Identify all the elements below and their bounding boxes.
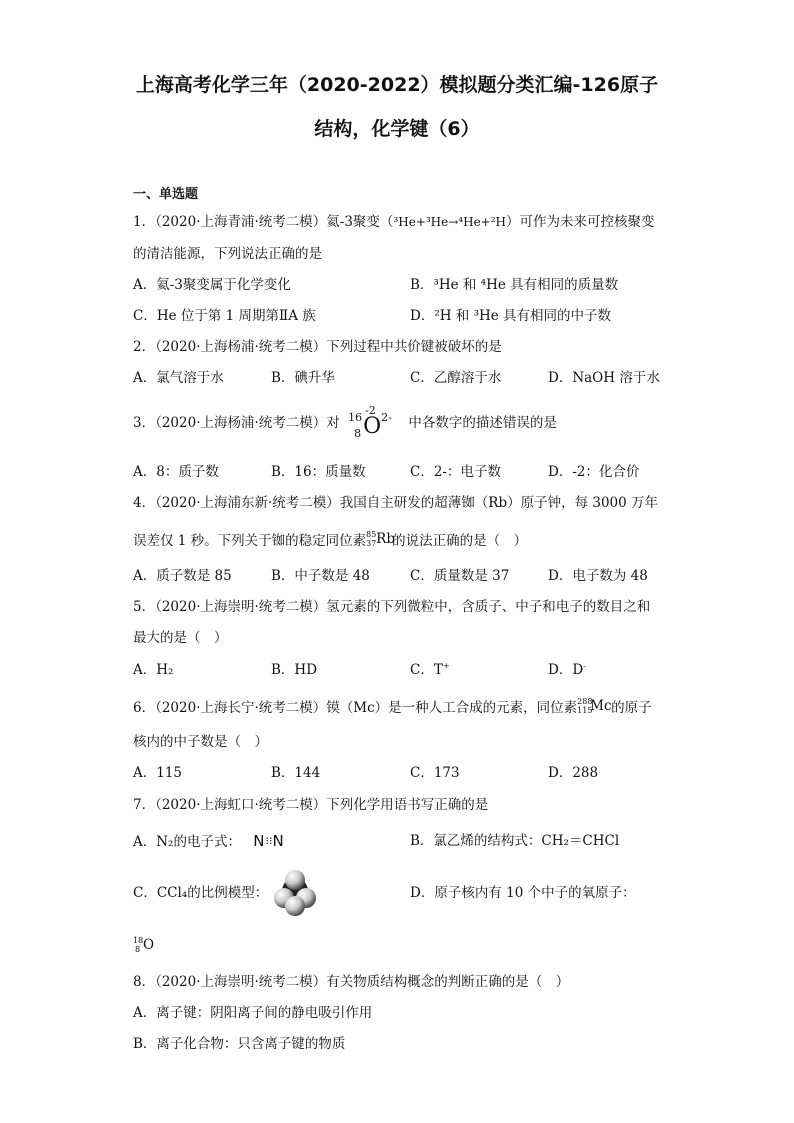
q1-stem-prefix: 1．（2020·上海青浦·统考二模）氦-3聚变（ bbox=[133, 214, 394, 230]
q6-stem-suffix: 的原子 bbox=[611, 700, 652, 716]
q6-atomic-number: 115 bbox=[577, 706, 593, 715]
q1-option-d: D．²H 和 ³He 具有相同的中子数 bbox=[410, 308, 612, 324]
q6-stem-prefix: 6．（2020·上海长宁·统考二模）镆（Mc）是一种人工合成的元素，同位素 bbox=[133, 700, 578, 716]
q3-option-a: A．8：质子数 bbox=[133, 464, 219, 480]
q6-option-b: B．144 bbox=[271, 765, 321, 781]
question-1-stem bbox=[133, 213, 655, 231]
q3-valence: -2 bbox=[365, 403, 376, 417]
q4-option-d: D．电子数为 48 bbox=[548, 568, 648, 584]
q2-option-c: C．乙醇溶于水 bbox=[410, 370, 502, 386]
q8-option-a: A．离子键：阴阳离子间的静电吸引作用 bbox=[133, 1005, 373, 1021]
q3-mass-number: 16 bbox=[348, 410, 363, 424]
q6-option-d: D．288 bbox=[548, 765, 599, 781]
q4-mass-number: 85 bbox=[366, 530, 377, 539]
q7-option-a-text: A．N₂的电子式： bbox=[133, 834, 241, 850]
q6-element-symbol: Mc bbox=[590, 698, 612, 714]
question-4-stem: 4．（2020·上海浦东新·统考二模）我国自主研发的超薄铷（Rb）原子钟，每 3000 万年 bbox=[133, 495, 659, 511]
oxide-ion-notation bbox=[348, 403, 400, 441]
q4-option-b: B．中子数是 48 bbox=[271, 568, 370, 584]
nitrogen-atom-right: N bbox=[272, 832, 285, 850]
q5-option-a: A．H₂ bbox=[133, 662, 174, 678]
q1-option-b: B．³He 和 ⁴He 具有相同的质量数 bbox=[410, 277, 619, 293]
section-heading: 一、单选题 bbox=[133, 187, 199, 202]
question-1-stem-line-2: 的清洁能源，下列说法正确的是 bbox=[133, 246, 322, 262]
q7-d-atomic-number: 8 bbox=[135, 944, 141, 954]
question-6-stem bbox=[133, 697, 652, 717]
q5-option-d bbox=[548, 661, 586, 679]
moscovium-isotope-notation bbox=[577, 697, 611, 715]
q7-option-d-notation bbox=[133, 935, 155, 954]
question-2-stem: 2．（2020·上海杨浦·统考二模）下列过程中共价键被破坏的是 bbox=[133, 339, 502, 355]
q4-stem-prefix: 误差仅 1 秒。下列关于铷的稳定同位素 bbox=[133, 533, 367, 549]
q5-option-d-charge: - bbox=[583, 661, 586, 671]
q3-option-d: D．-2：化合价 bbox=[548, 464, 640, 480]
q5-option-c-charge: + bbox=[442, 661, 450, 671]
q6-option-a: A．115 bbox=[133, 765, 183, 781]
q7-option-c-text: C．CCl₄的比例模型： bbox=[133, 885, 269, 901]
q6-option-c: C．173 bbox=[410, 765, 460, 781]
q3-stem-prefix: 3．（2020·上海杨浦·统考二模）对 bbox=[133, 415, 340, 431]
q3-option-b: B．16：质量数 bbox=[271, 464, 366, 480]
q7-option-a bbox=[133, 832, 285, 851]
q4-atomic-number: 37 bbox=[366, 539, 377, 548]
q3-stem-suffix: 中各数字的描述错误的是 bbox=[408, 415, 557, 431]
q2-option-a: A．氯气溶于水 bbox=[133, 370, 224, 386]
rubidium-isotope-notation bbox=[366, 530, 395, 548]
q7-option-b: B．氯乙烯的结构式：CH₂＝CHCl bbox=[410, 833, 620, 849]
document-title-line-2: 结构，化学键（6） bbox=[314, 118, 480, 140]
q1-fusion-equation: ³He+³He→⁴He+²H bbox=[393, 215, 507, 229]
q5-option-c-text: C．T bbox=[410, 662, 443, 678]
question-8-stem: 8．（2020·上海崇明·统考二模）有关物质结构概念的判断正确的是（ ） bbox=[133, 974, 570, 990]
q5-option-c bbox=[410, 661, 450, 679]
q2-option-b: B．碘升华 bbox=[271, 370, 335, 386]
question-5-stem-line-2: 最大的是（ ） bbox=[133, 630, 228, 646]
q3-atomic-number: 8 bbox=[354, 426, 362, 440]
q4-option-c: C．质量数是 37 bbox=[410, 568, 510, 584]
q1-option-c: C．He 位于第 1 周期第ⅡA 族 bbox=[133, 308, 316, 324]
q8-option-b: B．离子化合物：只含离子键的物质 bbox=[133, 1036, 346, 1052]
q1-stem-suffix: ）可作为未来可控核聚变 bbox=[506, 214, 655, 230]
ccl4-space-filling-model bbox=[270, 868, 320, 918]
q4-element-symbol: Rb bbox=[376, 531, 395, 547]
question-6-stem-line-2: 核内的中子数是（ ） bbox=[133, 734, 268, 750]
question-7-stem: 7．（2020·上海虹口·统考二模）下列化学用语书写正确的是 bbox=[133, 797, 489, 813]
q3-option-c: C．2-：电子数 bbox=[410, 464, 501, 480]
question-4-stem-line-2 bbox=[133, 530, 527, 550]
nitrogen-atom-left: N bbox=[253, 832, 266, 850]
q3-element-symbol: O bbox=[363, 413, 382, 439]
q1-option-a: A．氦-3聚变属于化学变化 bbox=[133, 277, 291, 293]
oxygen-18-notation bbox=[133, 936, 155, 954]
triple-bond-electron-dots: ⁝⁝ bbox=[265, 834, 273, 848]
q3-ion-charge: 2- bbox=[381, 410, 392, 424]
q7-d-element-symbol: O bbox=[143, 936, 155, 953]
q2-option-d: D．NaOH 溶于水 bbox=[548, 370, 660, 386]
q5-option-d-text: D．D bbox=[548, 662, 584, 678]
q6-mass-number: 288 bbox=[577, 697, 593, 706]
question-5-stem: 5．（2020·上海崇明·统考二模）氢元素的下列微粒中，含质子、中子和电子的数目之和 bbox=[133, 599, 651, 615]
q4-stem-suffix: 的说法正确的是（ ） bbox=[392, 533, 528, 549]
q5-option-b: B．HD bbox=[271, 662, 318, 678]
question-3-stem bbox=[133, 403, 557, 441]
q7-option-d: D．原子核内有 10 个中子的氧原子： bbox=[410, 885, 636, 901]
nitrogen-electron-formula bbox=[253, 832, 284, 851]
q4-option-a: A．质子数是 85 bbox=[133, 568, 232, 584]
document-title-line-1: 上海高考化学三年（2020-2022）模拟题分类汇编-126原子 bbox=[135, 74, 659, 96]
q7-d-mass-number: 18 bbox=[133, 935, 144, 945]
